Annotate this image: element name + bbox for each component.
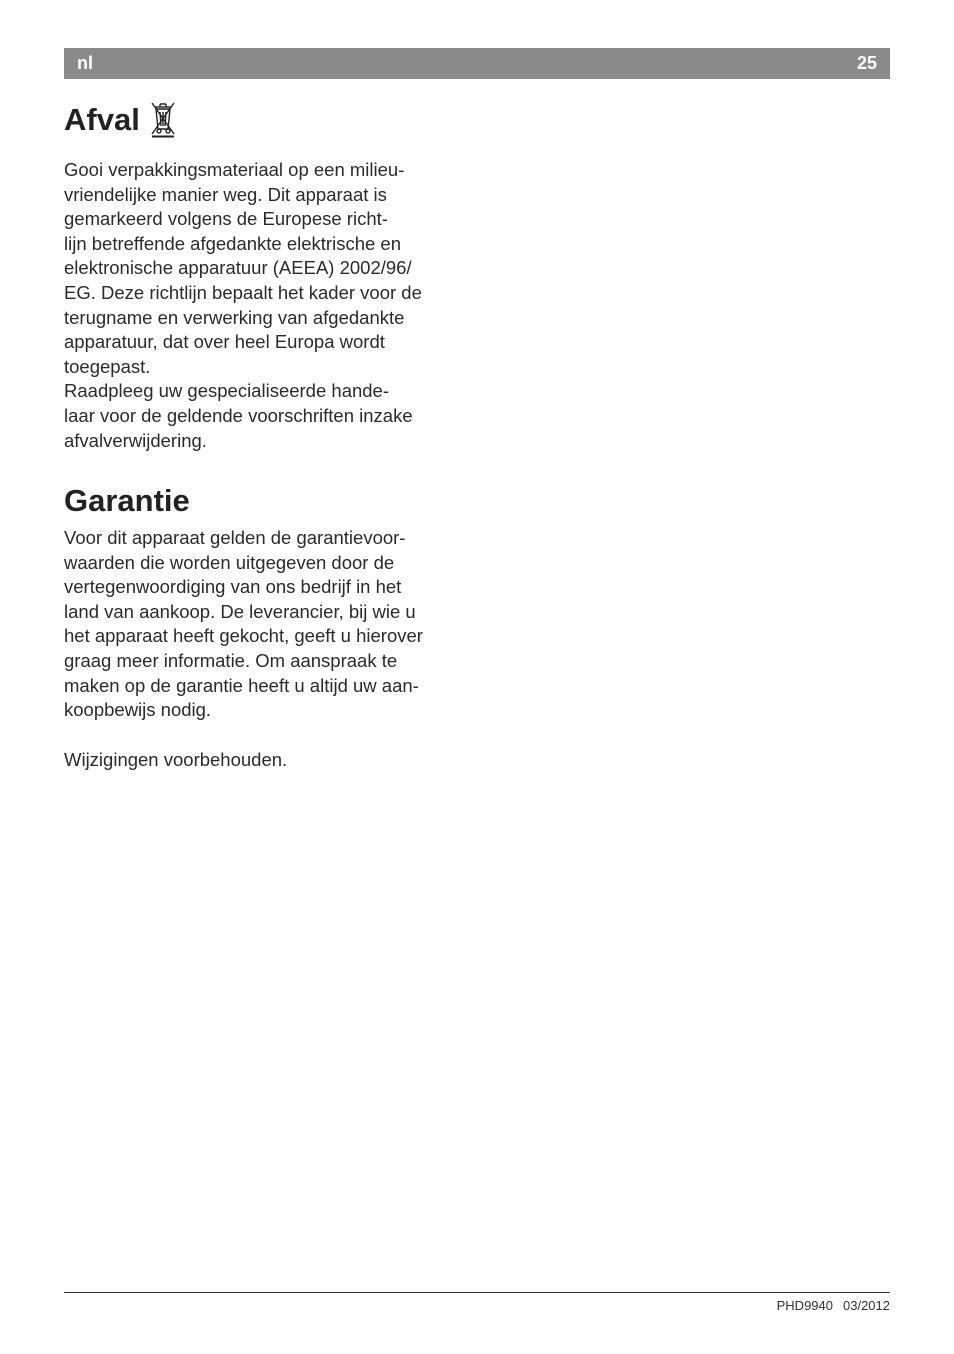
text-line: elektronische apparatuur (AEEA) 2002/96/ bbox=[64, 257, 412, 279]
text-line: waarden die worden uitgegeven door de bbox=[64, 551, 395, 573]
text-line: koopbewijs nodig. bbox=[64, 699, 212, 721]
text-line: EG. Deze richtlijn bepaalt het kader voor de bbox=[64, 281, 422, 303]
publication-date: 03/2012 bbox=[843, 1298, 890, 1313]
garantie-heading: Garantie bbox=[64, 483, 190, 518]
footer-divider bbox=[64, 1292, 890, 1293]
text-line: vriendelijke manier weg. Dit apparaat is bbox=[64, 183, 387, 205]
text-line: maken op de garantie heeft u altijd uw aan- bbox=[64, 674, 419, 696]
text-line: Raadpleeg uw gespecialiseerde hande- bbox=[64, 380, 390, 402]
text-line: Gooi verpakkingsmateriaal op een milieu- bbox=[64, 159, 405, 180]
text-line: land van aankoop. De leverancier, bij wie u bbox=[64, 600, 416, 622]
text-line: laar voor de geldende voorschriften inzake bbox=[64, 404, 413, 426]
language-code: nl bbox=[77, 53, 93, 73]
garantie-paragraph bbox=[64, 526, 464, 723]
changes-reserved-note: Wijzigingen voorbehouden. bbox=[64, 749, 288, 770]
text-line: lijn betreffende afgedankte elektrische en bbox=[64, 232, 402, 254]
text-line: vertegenwoordiging van ons bedrijf in het bbox=[64, 576, 402, 598]
text-line: Voor dit apparaat gelden de garantievoor- bbox=[64, 527, 406, 548]
text-line: apparatuur, dat over heel Europa wordt bbox=[64, 331, 385, 353]
text-line: toegepast. bbox=[64, 355, 151, 377]
page-header-bar bbox=[64, 48, 890, 79]
afval-paragraph bbox=[64, 158, 464, 453]
text-line: afvalverwijdering. bbox=[64, 429, 207, 451]
page-footer bbox=[777, 1298, 890, 1313]
text-line: het apparaat heeft gekocht, geeft u hierover bbox=[64, 625, 423, 647]
page-number: 25 bbox=[856, 53, 877, 73]
text-line: graag meer informatie. Om aanspraak te bbox=[64, 649, 398, 671]
text-line: terugname en verwerking van afgedankte bbox=[64, 306, 405, 328]
afval-heading-text: Afval bbox=[64, 102, 140, 137]
crossed-out-wheelie-bin-icon bbox=[148, 100, 178, 138]
text-line: gemarkeerd volgens de Europese richt- bbox=[64, 208, 388, 230]
model-number: PHD9940 bbox=[776, 1298, 833, 1313]
afval-heading bbox=[64, 100, 178, 135]
